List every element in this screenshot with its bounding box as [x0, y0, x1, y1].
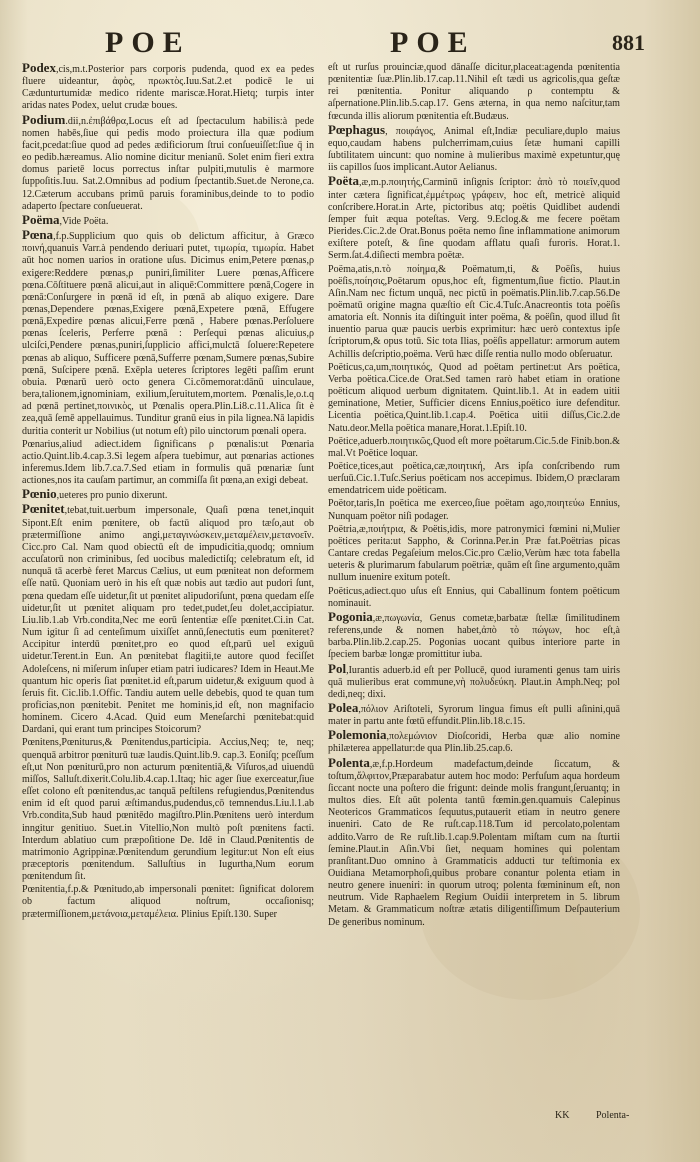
dictionary-entry [328, 660, 620, 701]
dictionary-entry [22, 439, 314, 488]
entry-text: ,æ,πωγωνία, Genus cometæ,barbatæ ſtellæ ſimilitudinem referens,unde & nomen habet,ἀπὸ τὸ πώγων, hoc eſt,à barba.Plin.lib.2.cap.25. Pogonias uocant quibus interiore parte in ſpeciem barbæ longæ promittitur iuba. [328, 612, 620, 661]
headword: Polenta [328, 754, 370, 770]
dictionary-entry [22, 211, 314, 228]
signature-mark: KK [555, 1110, 570, 1121]
entry-text: Poëtria,æ,ποιήτρια, & Poëtis,idis, more patronymici fœmini ni,Mulier poëtices perita:ut Sappho, & Corinna.Per.in Præ fat.Poëtrias picas Cantare credas Pegaſeium melos.Cic.pro Cælio,Verùm hæc tota fabella ueteris & plurimarum fabularum poëtriæ, quām eſt ſine argumento,quām nullum inuenire exitum poteſt. [328, 523, 620, 584]
left-column [22, 62, 314, 921]
entry-text: Poëma,atis,n.τὸ ποίημα,& Poëmatum,ti, & Poëſis, huius poëſis,ποίησις,Poëtarum opus,hoc eſt, figmentum,ſiue fictio. Plaut.in Aſin.Nam nec fictum unquā, nec pictū in poëmatis.Plin.lib.7.cap.56.De poëmatū origine magna quæſtio eſt Cic.4.Tuſc.Anacreontis tota poëſis amatoria eſt. Nonnis ita diſtinguit inter poëma, & poëſin, quod illud ſit inuentio parua quæ paucis uerbis exprimitur: hæc uerò contextus ipſe ſcriptorum,& opus totū. Sic tota Ilias, poëſis appellatur: armorum autem Achillis deſcriptio,poëma. Verū hæc diſſe rentia nullo modo obſeruatur. [328, 263, 620, 360]
entry-text: , ποιφάγος, Animal eſt,Indiæ peculiare,duplo maius equo,caudam habens pulcherrimam,cuius ſetæ humani capilli ſubtilitatem uincunt: quo nomine à mulieribus maximè expetuntur,quę iis capillos ſuos implicant.Autor Aelianus. [328, 125, 620, 174]
dictionary-entry [328, 264, 620, 361]
headword: Pœnio [22, 486, 57, 502]
entry-text: Pœnitens,Pœniturus,& Pœnitendus,participia. Accius,Neq; te, neq; quenquā arbitror pœniturū tuæ laudis.Quint.lib.9. cap.3. Eoniſq; pceſſum eſt,ut Non pœniturū,pro non acturum pœnitentiā,& Viſuros,ad uiuendū miſſos, Salluſt.dixerit.Colu.lib.4.cap.1.Itaq; hic ager ſiue exerceatur,ſiue eſſet colono eſt pœnitendus,ac tanquā peſtilens refugiendus,Pœnitendus enim id eſt quod parui æſtimandus,pudendus,cō temnendus.Liu.l.1.ab Vrb.condita,Sub haud pœnitēdo magiſtro.Plin.Pœnitens uerò interdum inngitur genitiuo. Suet.in Vitellio,Non multò poſt pœnitens facti. Interdum ablatiuo cum præpoſitione De. Idē in Claud.Pœnitentis de matrimonio Agrippinæ.Pœnitendum gerundium legitur:ut Non eſt eius præceptoris pœnitendum. Salluſtius in Iugurtha,Num eorum pœnitendum ſit. [22, 737, 314, 883]
headword: Poëma [22, 211, 60, 227]
headword: Pœnitet [22, 501, 65, 517]
dictionary-entry [328, 362, 620, 435]
dictionary-entry [328, 461, 620, 497]
headword: Pogonia [328, 608, 373, 624]
entry-text: ,Iurantis aduerb.id eſt per Pollucē, quod iuramenti genus tam uiris quā mulieribus erat commune,νὴ πολυδεύκη. Plaut.in Amph.Neq; pol dedi,neq; dixi. [328, 664, 620, 700]
headword: Polemonia [328, 727, 387, 743]
headword: Podium [22, 111, 66, 127]
headword: Pœna [22, 227, 54, 243]
dictionary-entry [22, 62, 314, 113]
right-column [328, 62, 620, 929]
dictionary-entry [328, 524, 620, 585]
entry-text: ,æ,f.p.Hordeum madefactum,deinde ſiccatum, & toſtum,ἄλφιτον,Præparabatur autem hoc modo: Perfuſum aqua hordeum ſiccant nocte una poſtero die frigunt: deinde molis frangunt,ſeruantq; in multos dies. Eſt aūt polenta tantū fœmin.gen.quamuis Calepinus Neotericos Grammaticos ſequutus,putauerit etiam in neutro genere inueniri. Cato de Re ruſt.cap.118.Tum id percolato,polentam addito.Varro de Re ruſt.lib.1.cap.9.Polentam miſtam cum na ſturtii ſemine.Plaut.in Aſin.Vbi ſiet, nequam homines qui polentam pranſitant.Duo omnino à Grammaticis adducti tur teſtimonia ex Ouidiana Metamorphoſi,quibus probare conantur polenta etiam in neutro genere inueniri: in quorum utroq; polenta fœmininum eſt, non neutrum. Vide Raphaelem Regium Ouidii interpretem in 5. librum Metam. & Grammaticum noſtræ ætatis diligentiſſimum Deſpauterium De generibus nominum. [328, 758, 620, 928]
entry-text: eſt ut rurſus prouinciæ,quod dānaſſe dicitur,placeat:agenda pœnitentia pœnitentiæ ſuæ.Plin.lib.17.cap.11.Nihil eſt tædi us agricolis,qua geſtæ rei pœnitentia. Ponitur aliquando ρ contemptu & aſpernatione.Plin.lib.5.cap.17. Gens æterna, in qua nemo naſcitur,tam fœcunda illis aliorum pœnitentia eſt.Budæus. [328, 62, 620, 122]
entry-text: Pœnarius,aliud adiect.idem ſignificans ρ pœnalis:ut Pœnaria actio.Quint.lib.4.cap.3.Si legem aſpera tuebimur, aut pœnarias actiones inferemus.Idem lib.7.ca.7.Sed etiam in formulis quā pœnariæ ſunt actiones,nos ita cauſam partimur, an commiſſa ſit pœna,an exigi debeat. [22, 438, 314, 487]
dictionary-entry [22, 737, 314, 883]
dictionary-entry [328, 586, 620, 610]
dictionary-entry [22, 884, 314, 920]
dictionary-entry [328, 121, 620, 175]
entry-text: .dii,n.ἐπιβάθρα,Locus eſt ad ſpectaculum habilis:à pede nomen habēs,ſiue qui pedis modo proiectura illa quæ podium facit,pcedat:ſiue quod ad pedes ædificiorum ſtrui conſueuiſſet:ſiue q̄ in eo pedib.hæreamus. Alio nomine dicitur menianū. Solet enim fieri extra domus parietē locus porrectus inſtar pulpiti,mutulis è marmore ſuppoſitis.Iuu. Sat.2.Omnibus ad podium ſpectantib.Suet.de Nerone,ca. 12.Cæterum accubans primū paruis foraminibus,deinde to to podio adaperto ſpectare conſueuerat. [22, 115, 314, 212]
running-head-right: POE [390, 26, 476, 59]
entry-text: ,Vide Poëta. [59, 215, 109, 227]
dictionary-entry [22, 111, 314, 213]
entry-text: Poëticus,ca,um,ποιητικός, Quod ad poëtam pertinet:ut Ars poëtica, Verba poëtica.Cice.de Orat.Sed tamen rarò habet etiam in oratione poëticum aliquod uerbum dignitatem. Quint.lib.1. At in eadem uitii geminatione, Metier, Sufficier dicens Ennius,poëtico iure defenditur. Licentia poëtica,Quint.lib.1.cap.4. Poëtica uitii diſſus,Cic.2.de Natu.deor.Mella poëtica manare,Horat.1.Epiſt.10. [328, 361, 620, 434]
entry-text: ,πόλιον Ariſtoteli, Syrorum lingua fimus eſt pulli aſinini,quā mater in partu ante fœtū effundit.Plin.lib.18.c.15. [328, 703, 620, 728]
entry-text: ,πολεμώνιον Dioſcoridi, Herba quæ alio nomine philæterea appellatur:de qua Plin.lib.25.cap.6. [328, 731, 620, 755]
dictionary-entry [328, 608, 620, 662]
entry-text: Pœnitentia,f.p.& Pœnitudo,ab impersonali pœnitet: ſignificat dolorem ob factum aliquod noſtrum, occaſionisq; prætermiſſionem,μετάνοια,μεταμέλεια. Plinius Epiſt.130. Super [22, 884, 314, 920]
dictionary-entry [328, 62, 620, 123]
running-head-left: POE [105, 26, 191, 59]
entry-text: ,f.p.Supplicium quo quis ob delictum afficitur, à Græco ποινή,quanuis Varr.à pendendo deriuari putet, τιμωρία, τιμωρία. Habet aūt hoc nomen uarios in oratione uſus. Dicimus enim,Petere pœnas,ρ exigere:Reddere pœnas,ρ puniri,ſimiliter Luere pœnas,Afficere pœna.Cōſtituere pœnā alicui,aut in aliquē:Committere pœnā,Cogere in pœnā:Conſurgere in pœnā id eſt, in pœnā ab aliquo exigere. Dare pœnas,Dependere pœnas,Exigere pœnā,Expetere pœnā, Effugere pœnā,Expedire pœnas alicui,Ferre pœnā , Habere pœnas.Perſoluere pœnas ſceleris, Perferre pœnā : Perſequi pœnas alicuius,ρ ulciſci,Pendere pœnas,puniri,ſupplicio affici,mulctā ſoluere:Repetere pœnas ab aliquo, Sufficere pœnā,Sufferre pœnam,Sumere pœnas,Subire pœnā, Suſcipere pœnā. Exēpla ueteres ſcriptores legēti paſſim erunt obuia. Pœnarū uerò octo genera Ci.cōmemorat:dānū uinculaue, bera,talionem,ignominiam, exilium,ſeruitutem,mortem. Pœnalis,le,o.t.q ad pœnā pertinet,ποινικὸς, ut Pœnalis opera.Plin.Li8.c.11.Alica ſit è zea,quā ſemē appellauimus. Tunditur granū eius in pila lignea.Nā lapidis duritia conterit ur Nobilius (ut notum eſt) pilo uinctorum pœnali opera. [22, 231, 314, 437]
entry-text: ,cis,m.t.Posterior pars corporis pudenda, quod ex ea pedes fluere uideantur, ἀφὸς, πρωκτὸς.Iuu.Sat.2.et podicē le ui Cædunturtumidæ medico ridente mariscæ.Horat.Hietq; turpis inter aridas nates Podex, uelut crudæ boues. [22, 64, 314, 112]
dictionary-entry [22, 488, 314, 502]
dictionary-entry [328, 729, 620, 755]
dictionary-entry [328, 175, 620, 262]
entry-text: ,tebat,tuit.uerbum impersonale, Quaſi pœna tenet,inquit Sipont.Eſt enim pœnitere, ob factū aliquod pro tæſo,aut ob prætermiſſione animo angi,μεταγινώσκειν,μεταμέλειν,μετανοεῖν. Cicc.pro Cal. Nam quod obiectū eſt de impudicitia,quodq; omnium accuſatorū non criminibus, ſed uocibus maledictiſq; celebratum eſt, id nunquā tā acerbè feret Marcus Cælius, ut eum pœniteat non deformem eſſe natū. Quoniam uerò in his eſt quæ nobis aut tædio aut pudori ſunt, pœna quedam eſſe uidetur,ſit ut pœnitet alipudoriſunt, pœna quedam eſſe uidetur,ſit ut pœnitet aliquam pro tedet,pudet,ſeu dolet,accipiatur. Liu.lib.1.ab Vrb.condita,Nec me eorū ſententiæ eſſe pœnitet.Ci.in Cat. Num igitur ſi ad centeſimum uixiſſet annū,ſenectutis eum pœniteret? Accipitur interdū pœnitet,pro eo quod eſt,parū uel exiguū uidetur.Terent.in Eun. An pœnitebat flagitii,te autore quod feciſſet Adoleſcens, ni miſerum inſuper etiam patri iudicares? Idem in Heaut.Me quantum hic operis ſiat pœnitet.id eſt,parum uidetur,& exiguum quod à ſeruis fit. Cic.lib.1.Offic. Tandiu autem uelle debebis, quod te quan tum proficias,non pœnitebit. Penitet me hominis,id eſt, non magnifacio hominem. Cicero 4.Acad. Quid eum Meneſarchi pœnitebat:quid Dardani, qui erant tum principes Stoicorum? [22, 505, 314, 736]
dictionary-entry [22, 229, 314, 438]
entry-text: Poëticus,adiect.quo uſus eſt Ennius, qui Caballinum fontem poëticum nominauit. [328, 585, 620, 609]
entry-text: ,ueteres pro punio dixerunt. [56, 490, 168, 502]
headword: Poëta [328, 173, 360, 189]
page-footer [0, 1110, 700, 1130]
headword: Pœphagus [328, 121, 386, 137]
dictionary-entry [22, 503, 314, 736]
headword: Pol [328, 660, 347, 676]
entry-text: ,æ,m.p.ποιητής,Carminū inſignis ſcriptor: ἀπὸ τὸ ποιεῖν,quod inter cætera ſignificat,ἐμμέτρως γράφειν, hoc eſt, metricè aliquid conſcribere.Horat.in Arte, pictoribus atq; poëtis Quidlibet audendi ſemper fuit æqua poteſtas. Verg. 9.Eclog.& me fecere poëtam Pierides.Cic.2.de Orat.Bonus poëta nemo ſine inflammatione animorum exiſtere poteſt, & ſine quodam afflatu quaſi furoris. Horat.1. Serm.ſat.4.diſiecti membra poëtæ. [328, 177, 620, 262]
headword: Polea [328, 699, 359, 715]
dictionary-entry [328, 436, 620, 460]
headword: Podex [22, 60, 56, 75]
dictionary-entry [328, 699, 620, 728]
catchword: Polenta- [596, 1110, 630, 1121]
entry-text: Poëtice,tices,aut poëtica,cæ,ποιητική, Ars ipſa conſcribendo rum uerſuū.Cic.1.Tuſc.Serius poëticam nos accepimus. Ibidem,O præclaram emendatricem uide poëticam. [328, 461, 620, 497]
entry-text: Poëtice,aduerb.ποιητικῶς,Quod eſt more poëtarum.Cic.5.de Finib.bon.& mal.Vt Poëtice loquar. [328, 435, 620, 459]
entry-text: Poëtor,taris,In poëtica me exerceo,ſiue poëtam ago,ποιητεύω Ennius, Nunquam poëtor niſi podager. [328, 498, 620, 522]
running-head [0, 26, 700, 66]
page-number: 881 [612, 30, 645, 55]
dictionary-entry [328, 498, 620, 522]
dictionary-entry [328, 754, 620, 929]
